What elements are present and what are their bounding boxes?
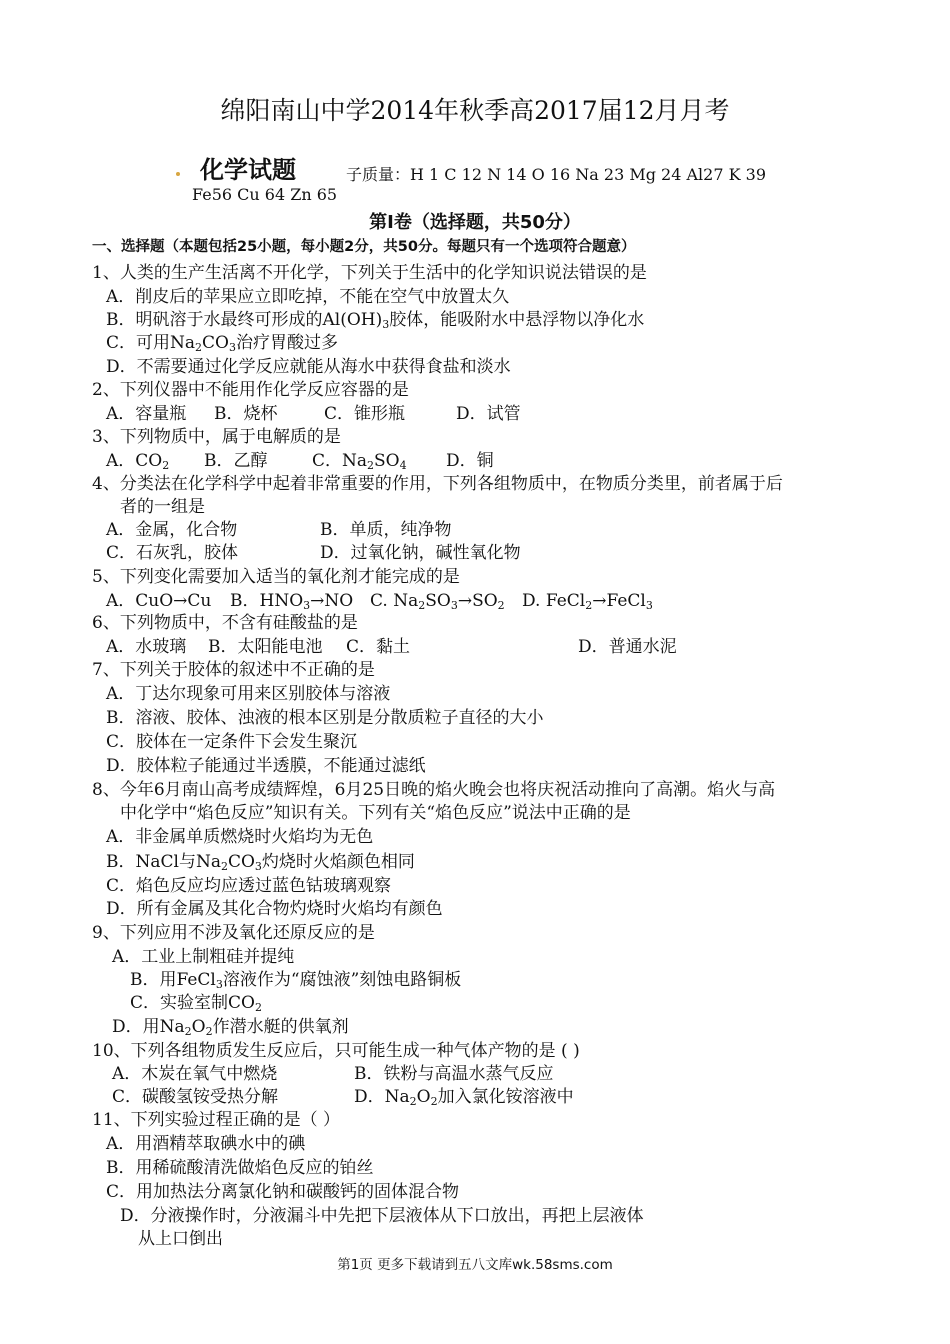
q9-option-d: D．用$Na_2O_2$作潜水艇的供氧剂 — [112, 1017, 349, 1038]
q7-option-c: C．胶体在一定条件下会发生聚沉 — [106, 732, 358, 752]
q4-stem-line-1: 4、分类法在化学科学中起着非常重要的作用，下列各组物质中，在物质分类里，前者属于后 — [92, 474, 783, 494]
section-title: 一、选择题（本题包括25小题，每小题2分，共50分。每题只有一个选项符合题意） — [92, 239, 636, 255]
subject-title: 化学试题 — [200, 155, 296, 184]
q10-option-b: B．铁粉与高温水蒸气反应 — [354, 1064, 554, 1084]
q2-stem: 2、下列仪器中不能用作化学反应容器的是 — [92, 380, 409, 400]
q4-stem-line-2: 者的一组是 — [120, 497, 205, 517]
q5-option-a: A．CuO→Cu — [106, 591, 212, 611]
q11-option-b: B．用稀硫酸清洗做焰色反应的铂丝 — [106, 1158, 374, 1178]
decorative-dot — [176, 172, 180, 176]
q3-option-b: B．乙醇 — [204, 451, 268, 471]
q8-option-d: D．所有金属及其化合物灼烧时火焰均有颜色 — [106, 899, 443, 919]
page-footer: 第1页 更多下载请到五八文库wk.58sms.com — [337, 1257, 613, 1273]
q2-option-c: C．锥形瓶 — [324, 404, 406, 424]
exam-title: 绵阳南山中学2014年秋季高2017届12月月考 — [220, 96, 730, 125]
q3-option-c: C．$Na_2SO_4$ — [312, 451, 407, 472]
q1-option-c: C．可用$Na_2CO_3$治疗胃酸过多 — [106, 333, 338, 354]
q9-option-c: C．实验室制$CO_2$ — [130, 993, 262, 1014]
q6-stem: 6、下列物质中，不含有硅酸盐的是 — [92, 613, 358, 633]
q10-option-d: D．$Na_2O_2$加入氯化铵溶液中 — [354, 1087, 574, 1108]
q9-stem: 9、下列应用不涉及氧化还原反应的是 — [92, 923, 375, 943]
q5-option-c: C. $Na_2SO_3\to SO_2$ — [370, 591, 505, 612]
q8-option-b: B．NaCl与$Na_2CO_3$灼烧时火焰颜色相同 — [106, 852, 415, 873]
q3-option-d: D．铜 — [446, 451, 494, 471]
q1-stem: 1、人类的生产生活离不开化学，下列关于生活中的化学知识说法错误的是 — [92, 263, 647, 283]
q11-option-d-line-1: D．分液操作时，分液漏斗中先把下层液体从下口放出，再把上层液体 — [120, 1206, 644, 1226]
q11-option-c: C．用加热法分离氯化钠和碳酸钙的固体混合物 — [106, 1182, 460, 1202]
q4-option-b: B．单质，纯净物 — [320, 520, 452, 540]
q2-option-d: D．试管 — [456, 404, 521, 424]
q11-option-a: A．用酒精萃取碘水中的碘 — [106, 1134, 306, 1154]
q9-option-b: B．用FeCl$_3$溶液作为“腐蚀液”刻蚀电路铜板 — [130, 970, 462, 991]
q5-option-d: D. FeCl$_2$→FeCl$_3$ — [522, 591, 653, 612]
part-title: 第Ⅰ卷（选择题，共50分） — [369, 212, 581, 233]
q8-stem-line-1: 8、今年6月南山高考成绩辉煌，6月25日晚的焰火晚会也将庆祝活动推向了高潮。焰火与高 — [92, 780, 776, 800]
q10-option-a: A．木炭在氧气中燃烧 — [112, 1064, 278, 1084]
q7-option-d: D．胶体粒子能通过半透膜，不能通过滤纸 — [106, 756, 426, 776]
q3-stem: 3、下列物质中，属于电解质的是 — [92, 427, 341, 447]
q10-option-c: C．碳酸氢铵受热分解 — [112, 1087, 279, 1107]
q1-option-b: B．明矾溶于水最终可形成的$Al(OH)_3$胶体，能吸附水中悬浮物以净化水 — [106, 310, 645, 331]
q11-stem: 11、下列实验过程正确的是（ ） — [92, 1110, 341, 1130]
q2-option-a: A．容量瓶 — [106, 404, 187, 424]
q7-option-b: B．溶液、胶体、浊液的根本区别是分散质粒子直径的大小 — [106, 708, 544, 728]
q8-option-c: C．焰色反应均应透过蓝色钴玻璃观察 — [106, 876, 392, 896]
q1-option-d: D．不需要通过化学反应就能从海水中获得食盐和淡水 — [106, 357, 511, 377]
q8-option-a: A．非金属单质燃烧时火焰均为无色 — [106, 827, 374, 847]
q5-option-b: B．$HNO_3\to NO$ — [230, 591, 354, 612]
atomic-mass-line-1: 子质量：H 1 C 12 N 14 O 16 Na 23 Mg 24 Al27 K 39 — [346, 165, 767, 184]
atomic-mass-line-2: Fe56 Cu 64 Zn 65 — [192, 185, 338, 204]
q7-stem: 7、下列关于胶体的叙述中不正确的是 — [92, 660, 375, 680]
q9-option-a: A．工业上制粗硅并提纯 — [112, 947, 295, 967]
q6-option-d: D．普通水泥 — [578, 637, 677, 657]
q6-option-b: B．太阳能电池 — [208, 637, 323, 657]
q3-option-a: A．$CO_2$ — [106, 451, 170, 472]
q4-option-d: D．过氧化钠，碱性氧化物 — [320, 543, 521, 563]
q6-option-c: C．黏土 — [346, 637, 411, 657]
q10-stem: 10、下列各组物质发生反应后，只可能生成一种气体产物的是 ( ) — [92, 1041, 580, 1061]
q7-option-a: A．丁达尔现象可用来区别胶体与溶液 — [106, 684, 391, 704]
q4-option-c: C．石灰乳，胶体 — [106, 543, 239, 563]
q8-stem-line-2: 中化学中“焰色反应”知识有关。下列有关“焰色反应”说法中正确的是 — [120, 803, 631, 823]
q11-option-d-line-2: 从上口倒出 — [138, 1229, 223, 1249]
q1-option-a: A．削皮后的苹果应立即吃掉，不能在空气中放置太久 — [106, 287, 510, 307]
q5-stem: 5、下列变化需要加入适当的氧化剂才能完成的是 — [92, 567, 460, 587]
q6-option-a: A．水玻璃 — [106, 637, 187, 657]
q2-option-b: B．烧杯 — [214, 404, 278, 424]
q4-option-a: A．金属，化合物 — [106, 520, 238, 540]
